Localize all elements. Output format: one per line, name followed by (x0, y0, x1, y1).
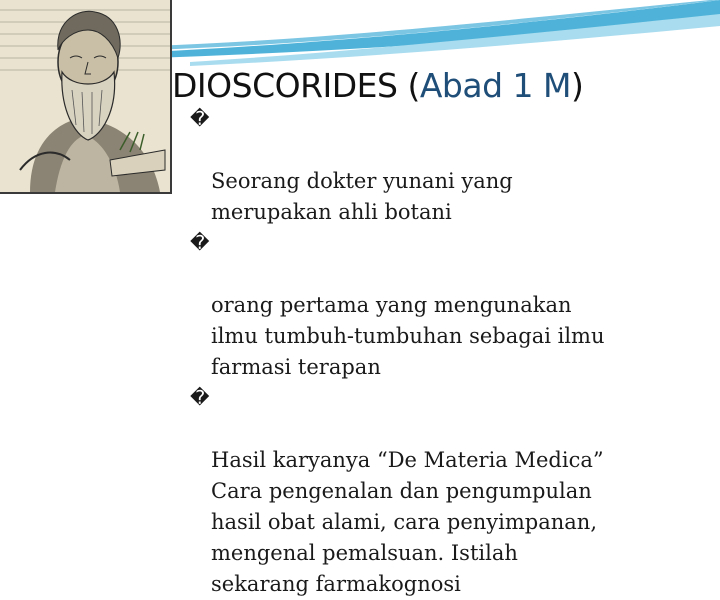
bullet-item (190, 104, 690, 228)
bullet-text: Hasil karyanya “De Materia Medica” Cara pengenalan dan pengumpulan hasil obat alami, cara penyimpanan, mengenal pemalsuan. Istilah sekarang farmakognosi (211, 448, 604, 596)
title-main: DIOSCORIDES ( (172, 66, 420, 105)
title-close: ) (570, 66, 584, 105)
slide-title (172, 64, 692, 108)
decorative-swoosh (150, 0, 720, 70)
bullet-item (190, 383, 690, 600)
replacement-glyph-icon: � (190, 108, 210, 130)
bullet-list (190, 104, 690, 600)
title-accent: Abad 1 M (419, 66, 571, 105)
bullet-text: Seorang dokter yunani yang merupakan ahli botani (211, 169, 513, 224)
replacement-glyph-icon: � (190, 387, 210, 409)
bearded-man-engraving-icon (0, 0, 170, 192)
bullet-item (190, 228, 690, 383)
replacement-glyph-icon: � (190, 232, 210, 254)
dioscorides-portrait (0, 0, 172, 194)
bullet-text: orang pertama yang mengunakan ilmu tumbuh-tumbuhan sebagai ilmu farmasi terapan (211, 293, 605, 379)
